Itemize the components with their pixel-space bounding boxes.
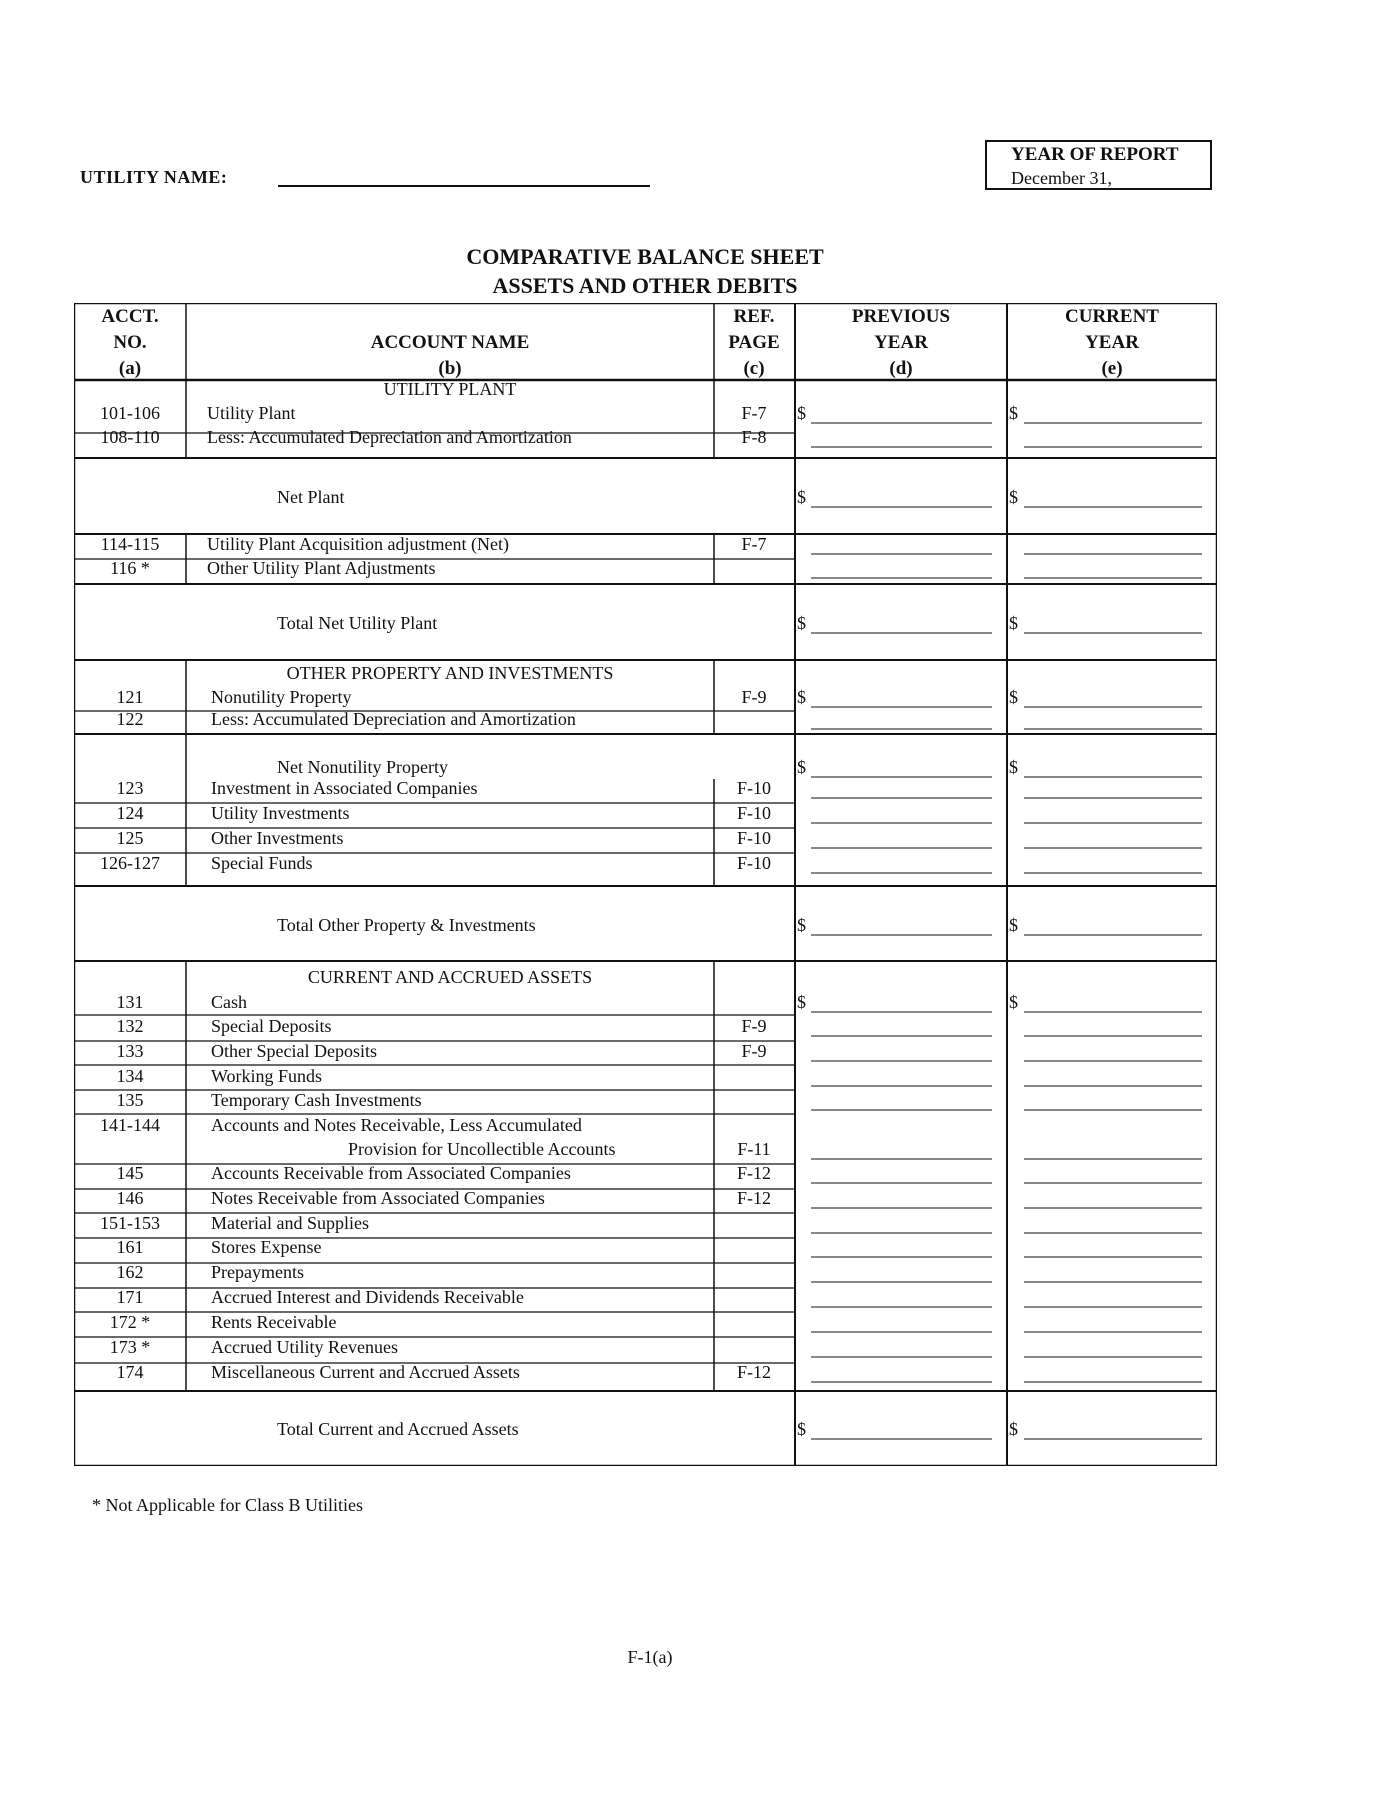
column-header-4: YEAR xyxy=(1085,332,1139,353)
account-row-108-ref: F-8 xyxy=(741,427,767,447)
total-net-nonutility-property-previous-dollar: $ xyxy=(797,757,806,777)
account-row-121-name: Nonutility Property xyxy=(211,687,352,707)
account-row-121-current-dollar: $ xyxy=(1009,687,1018,707)
account-row-101-previous-dollar: $ xyxy=(797,403,806,423)
account-row-171-name: Accrued Interest and Dividends Receivable xyxy=(211,1287,524,1307)
account-row-132-ref: F-9 xyxy=(741,1016,767,1036)
account-row-116-name: Other Utility Plant Adjustments xyxy=(207,558,436,578)
account-row-132-acct: 132 xyxy=(116,1016,144,1036)
utility-name-label: UTILITY NAME: xyxy=(80,167,228,187)
account-row-145-ref: F-12 xyxy=(736,1163,772,1183)
account-row-146-name: Notes Receivable from Associated Companies xyxy=(211,1188,545,1208)
account-row-123-name: Investment in Associated Companies xyxy=(211,778,478,798)
account-row-101-ref: F-7 xyxy=(741,403,767,423)
account-row-101-name: Utility Plant xyxy=(207,403,296,423)
account-row-108-name: Less: Accumulated Depreciation and Amortization xyxy=(207,427,572,447)
account-row-122-acct: 122 xyxy=(116,709,144,729)
account-row-151-acct: 151-153 xyxy=(100,1213,160,1233)
account-row-131-name: Cash xyxy=(211,992,247,1012)
year-of-report-box xyxy=(985,140,1212,190)
account-row-123-ref: F-10 xyxy=(736,778,772,798)
utility-name-field-line[interactable] xyxy=(278,185,650,187)
total-total-current-assets-current-dollar: $ xyxy=(1009,1419,1018,1439)
account-row-125-ref: F-10 xyxy=(736,828,772,848)
account-row-126-acct: 126-127 xyxy=(100,853,160,873)
column-header-2: REF. xyxy=(733,306,775,327)
account-row-162-name: Prepayments xyxy=(211,1262,304,1282)
account-row-141-acct: 141-144 xyxy=(100,1115,160,1135)
account-row-174-acct: 174 xyxy=(116,1362,144,1382)
account-row-146-acct: 146 xyxy=(116,1188,144,1208)
section-heading-current-assets: CURRENT AND ACCRUED ASSETS xyxy=(307,967,593,987)
total-net-nonutility-property-current-dollar: $ xyxy=(1009,757,1018,777)
account-row-145-name: Accounts Receivable from Associated Companies xyxy=(211,1163,571,1183)
column-header-3: (d) xyxy=(889,358,913,379)
account-row-134-acct: 134 xyxy=(116,1066,144,1086)
account-row-146-ref: F-12 xyxy=(736,1188,772,1208)
account-row-125-name: Other Investments xyxy=(211,828,344,848)
account-row-126-name: Special Funds xyxy=(211,853,313,873)
total-total-current-assets-previous-dollar: $ xyxy=(797,1419,806,1439)
total-total-other-property-current-dollar: $ xyxy=(1009,915,1018,935)
account-row-114-ref: F-7 xyxy=(741,534,767,554)
column-header-0: NO. xyxy=(113,332,147,353)
total-label-total-other-property: Total Other Property & Investments xyxy=(277,915,536,935)
account-row-134-name: Working Funds xyxy=(211,1066,323,1086)
account-row-151-name: Material and Supplies xyxy=(211,1213,369,1233)
account-row-174-ref: F-12 xyxy=(736,1362,772,1382)
total-label-net-nonutility-property: Net Nonutility Property xyxy=(277,757,448,777)
account-row-121-ref: F-9 xyxy=(741,687,767,707)
account-row-141-ref: F-11 xyxy=(737,1139,771,1159)
section-heading-utility-plant: UTILITY PLANT xyxy=(383,379,517,399)
account-row-114-name: Utility Plant Acquisition adjustment (Net) xyxy=(207,534,509,554)
account-row-131-previous-dollar: $ xyxy=(797,992,806,1012)
column-header-4: (e) xyxy=(1101,358,1123,379)
account-row-132-name: Special Deposits xyxy=(211,1016,332,1036)
column-header-3: YEAR xyxy=(874,332,928,353)
year-of-report-label: YEAR OF REPORT xyxy=(1011,144,1179,165)
account-row-172-name: Rents Receivable xyxy=(211,1312,337,1332)
total-label-net-plant: Net Plant xyxy=(277,487,345,507)
footnote: * Not Applicable for Class B Utilities xyxy=(92,1495,363,1515)
section-heading-other-property: OTHER PROPERTY AND INVESTMENTS xyxy=(286,663,614,683)
account-row-122-name: Less: Accumulated Depreciation and Amortization xyxy=(211,709,576,729)
account-row-101-acct: 101-106 xyxy=(100,403,160,423)
account-row-173-acct: 173 * xyxy=(109,1337,151,1357)
page-number: F-1(a) xyxy=(627,1647,673,1667)
column-header-0: ACCT. xyxy=(101,306,159,327)
column-header-3: PREVIOUS xyxy=(851,306,951,327)
total-total-net-utility-plant-previous-dollar: $ xyxy=(797,613,806,633)
total-total-net-utility-plant-current-dollar: $ xyxy=(1009,613,1018,633)
account-row-172-acct: 172 * xyxy=(109,1312,151,1332)
account-row-141-name: Accounts and Notes Receivable, Less Accumulated xyxy=(211,1115,582,1135)
account-row-135-name: Temporary Cash Investments xyxy=(211,1090,422,1110)
account-row-123-acct: 123 xyxy=(116,778,144,798)
account-row-121-acct: 121 xyxy=(116,687,144,707)
account-row-133-name: Other Special Deposits xyxy=(211,1041,377,1061)
account-row-162-acct: 162 xyxy=(116,1262,144,1282)
year-of-report-date: December 31, xyxy=(1011,168,1112,188)
account-row-114-acct: 114-115 xyxy=(100,534,160,554)
account-row-124-name: Utility Investments xyxy=(211,803,350,823)
account-row-171-acct: 171 xyxy=(116,1287,144,1307)
account-row-145-acct: 145 xyxy=(116,1163,144,1183)
column-header-4: CURRENT xyxy=(1065,306,1159,327)
total-label-total-net-utility-plant: Total Net Utility Plant xyxy=(277,613,438,633)
account-row-126-ref: F-10 xyxy=(736,853,772,873)
balance-sheet-table xyxy=(74,303,1217,1466)
total-label-total-current-assets: Total Current and Accrued Assets xyxy=(277,1419,519,1439)
total-net-plant-previous-dollar: $ xyxy=(797,487,806,507)
account-row-135-acct: 135 xyxy=(116,1090,144,1110)
sheet-title: COMPARATIVE BALANCE SHEET xyxy=(466,244,824,269)
account-row-131-acct: 131 xyxy=(116,992,144,1012)
account-row-141-name-line2: Provision for Uncollectible Accounts xyxy=(348,1139,616,1159)
total-total-other-property-previous-dollar: $ xyxy=(797,915,806,935)
account-row-116-acct: 116 * xyxy=(110,558,150,578)
account-row-124-acct: 124 xyxy=(116,803,144,823)
account-row-161-name: Stores Expense xyxy=(211,1237,322,1257)
column-header-1: ACCOUNT NAME xyxy=(370,332,530,353)
account-row-131-current-dollar: $ xyxy=(1009,992,1018,1012)
total-net-plant-current-dollar: $ xyxy=(1009,487,1018,507)
column-header-1: (b) xyxy=(438,358,462,379)
account-row-174-name: Miscellaneous Current and Accrued Assets xyxy=(211,1362,520,1382)
column-header-2: (c) xyxy=(743,358,765,379)
account-row-108-acct: 108-110 xyxy=(100,427,160,447)
account-row-133-acct: 133 xyxy=(116,1041,144,1061)
column-header-2: PAGE xyxy=(728,332,780,353)
account-row-125-acct: 125 xyxy=(116,828,144,848)
account-row-161-acct: 161 xyxy=(116,1237,144,1257)
account-row-133-ref: F-9 xyxy=(741,1041,767,1061)
sheet-subtitle: ASSETS AND OTHER DEBITS xyxy=(492,273,798,298)
account-row-124-ref: F-10 xyxy=(736,803,772,823)
account-row-121-previous-dollar: $ xyxy=(797,687,806,707)
column-header-0: (a) xyxy=(118,358,142,379)
account-row-101-current-dollar: $ xyxy=(1009,403,1018,423)
account-row-173-name: Accrued Utility Revenues xyxy=(211,1337,398,1357)
